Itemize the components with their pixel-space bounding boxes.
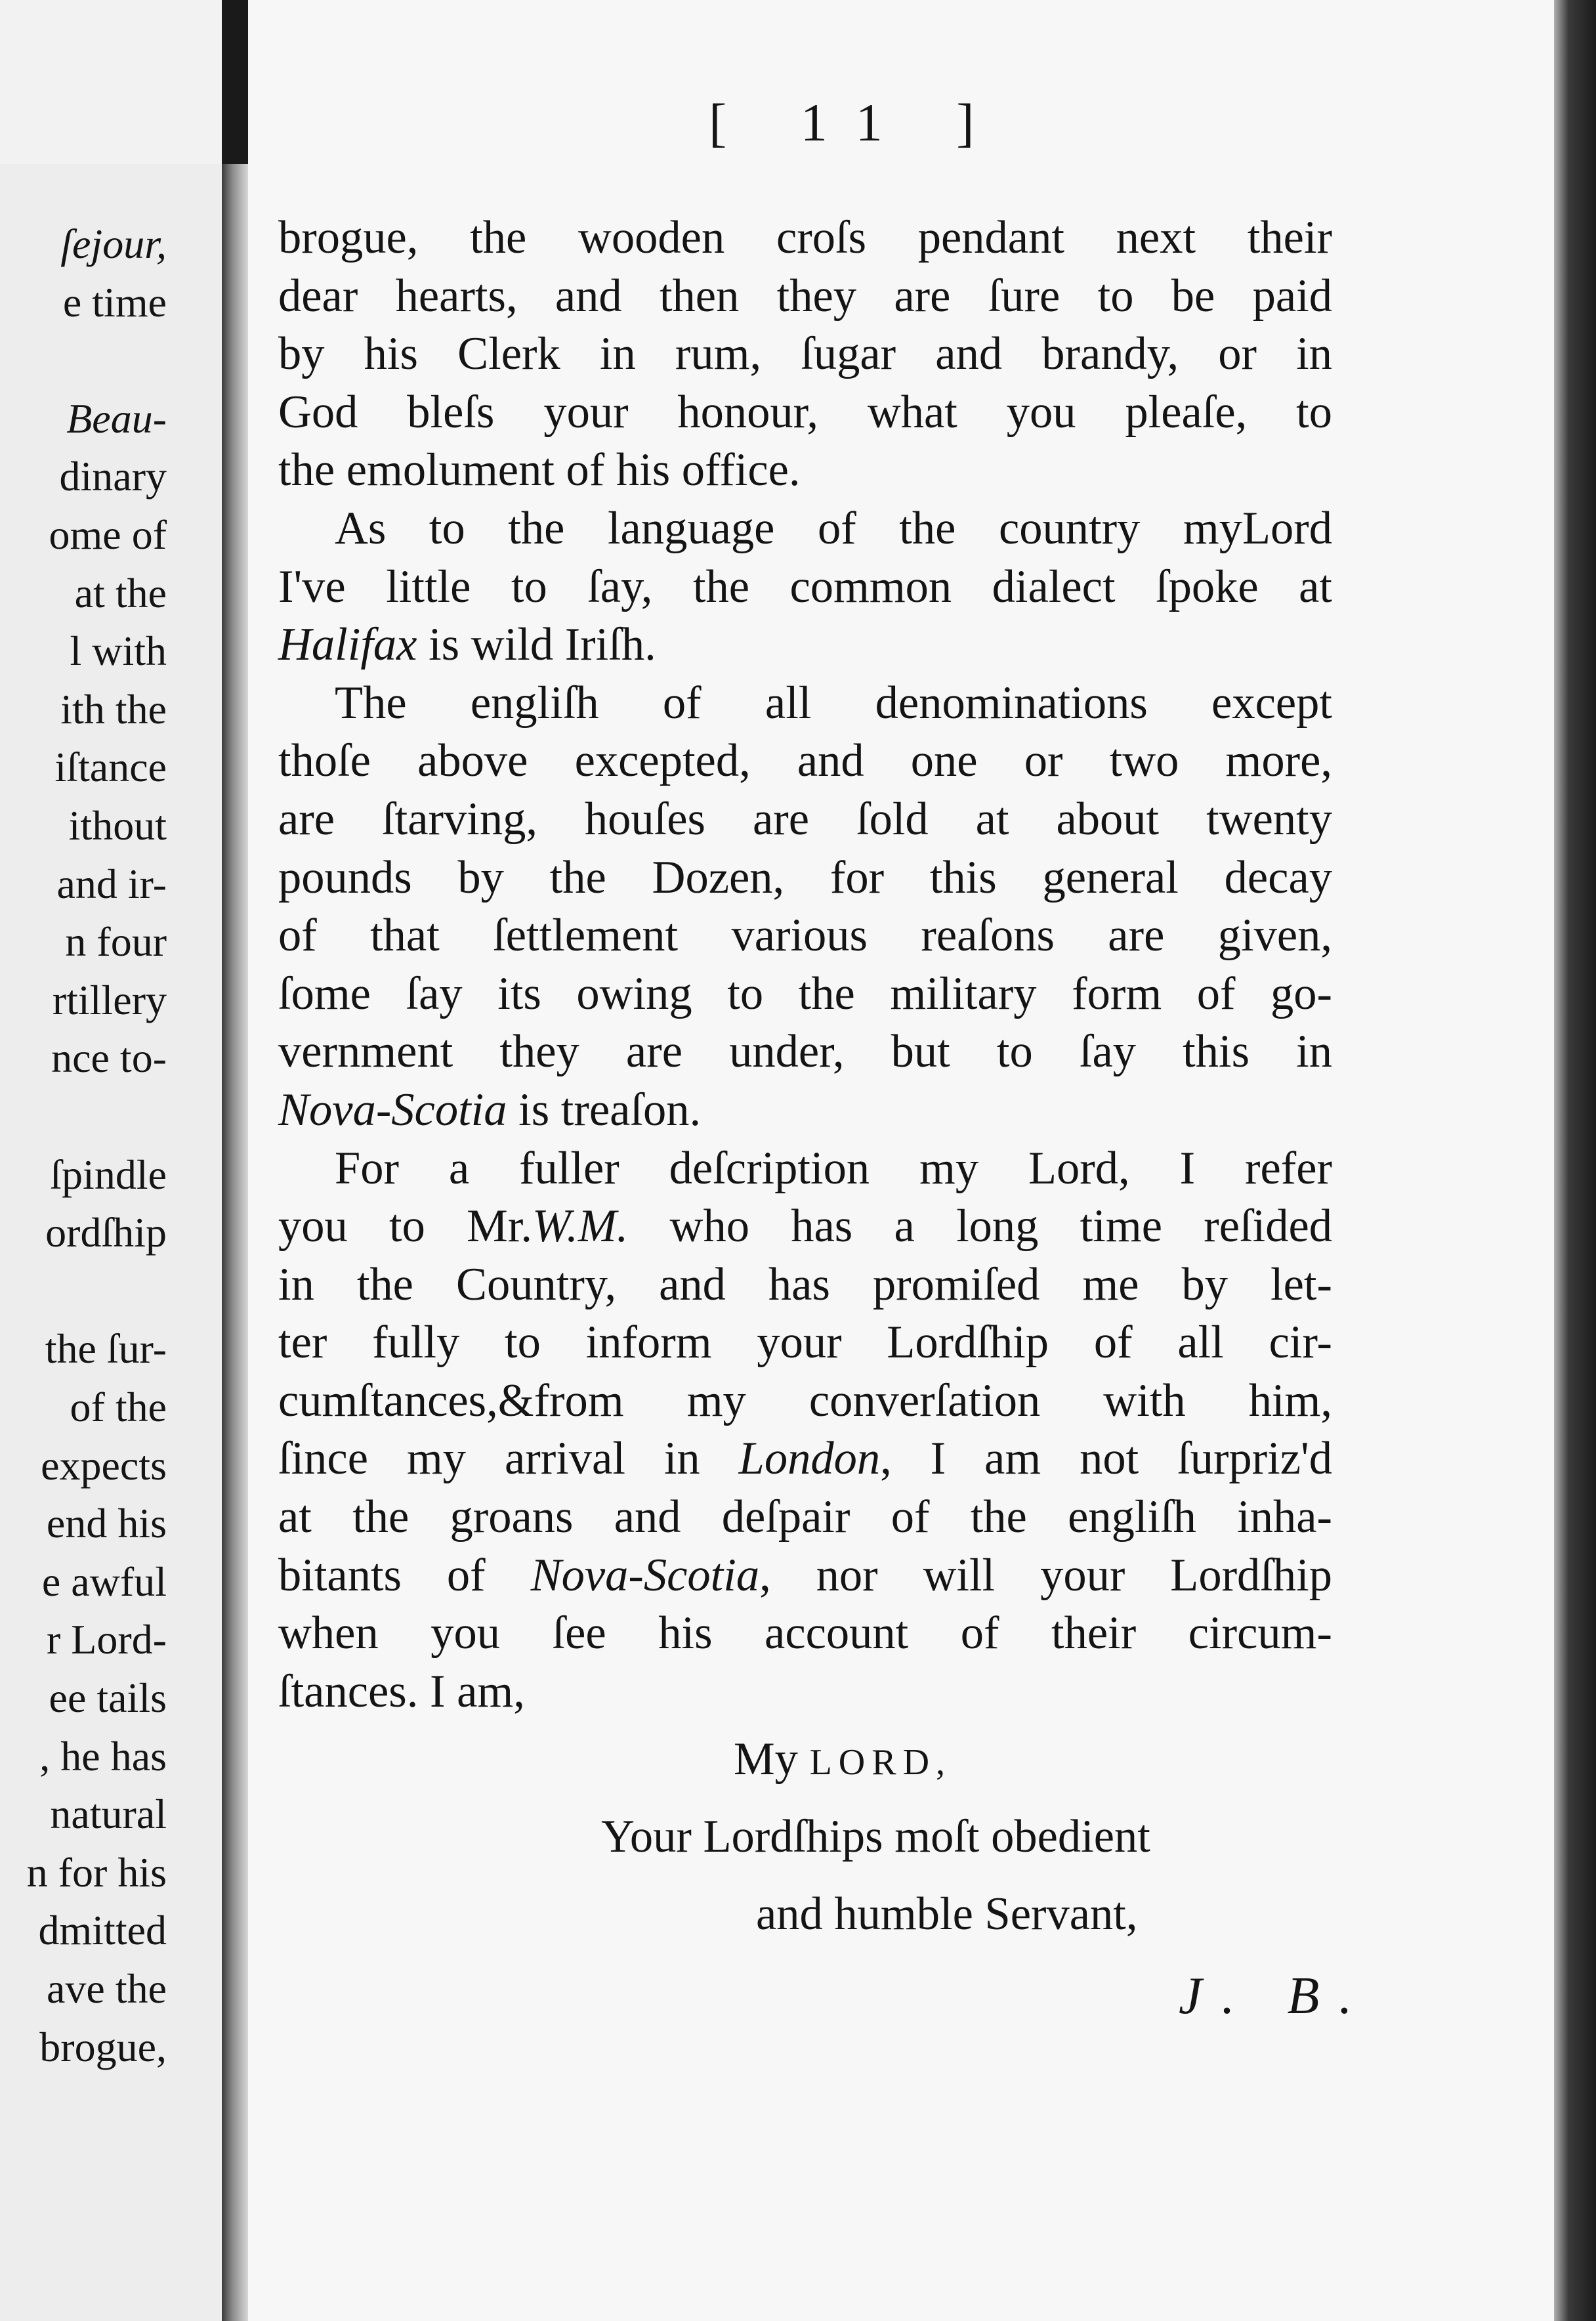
facing-page-top (0, 0, 222, 164)
text-run: The engliſh of all denominations except (335, 677, 1332, 729)
italic-text: London (738, 1433, 881, 1485)
facing-page-line: and ir- (56, 860, 167, 907)
facing-page-line: the ſur- (45, 1325, 167, 1373)
facing-page-line: r Lord- (46, 1616, 167, 1663)
salutation-prefix: My (734, 1734, 810, 1785)
text-line (278, 325, 1332, 383)
servant-line: and humble Servant, (756, 1888, 1138, 1940)
text-line (278, 1313, 1332, 1372)
text-run: when you ſee his account of their circum- (278, 1608, 1332, 1659)
text-line (278, 790, 1332, 849)
text-run: are ſtarving, houſes are ſold at about twenty (278, 793, 1332, 845)
text-line (278, 732, 1332, 790)
page-number: [ 11 ] (709, 93, 1005, 152)
text-run: is treaſon. (507, 1084, 702, 1136)
facing-page-line: dinary (59, 453, 167, 500)
facing-page-line: ome of (49, 511, 167, 558)
text-line (278, 1197, 1332, 1256)
facing-page-line: ſpindle (50, 1151, 167, 1198)
text-run: dear hearts, and then they are ſure to be paid (278, 270, 1332, 322)
text-run: ſtances. I am, (278, 1665, 525, 1717)
italic-text: W.M. (532, 1201, 629, 1252)
italic-text: Nova-Scotia (278, 1084, 507, 1136)
text-run: by his Clerk in rum, ſugar and brandy, or in (278, 328, 1332, 380)
text-line (278, 267, 1332, 326)
complimentary-close: Your Lordſhips moſt obedient (601, 1811, 1150, 1862)
text-run: thoſe above excepted, and one or two more, (278, 735, 1332, 787)
text-run: is wild Iriſh. (417, 619, 656, 671)
facing-page-line: ordſhip (45, 1209, 167, 1256)
facing-page-line: end his (46, 1500, 167, 1547)
text-line (278, 1488, 1332, 1546)
facing-page-line: e time (62, 278, 167, 326)
text-line (278, 1430, 1332, 1488)
text-line (278, 674, 1332, 733)
text-run: , I am not ſurpriz'd (880, 1433, 1332, 1485)
paragraph (278, 500, 1332, 674)
text-run: you to Mr. (278, 1201, 533, 1252)
gutter-shadow (222, 164, 248, 2321)
facing-page-line: rtillery (52, 976, 167, 1023)
text-line (278, 1023, 1332, 1081)
signature: J. B. (1179, 1967, 1372, 2025)
text-run: who has a long time reſided (628, 1201, 1332, 1252)
text-run: , nor will your Lordſhip (759, 1549, 1332, 1601)
text-run: the emolument of his office. (278, 444, 801, 496)
paragraph (278, 209, 1332, 500)
paragraph (278, 1139, 1332, 1721)
text-run: in the Country, and has promiſed me by let- (278, 1258, 1332, 1310)
text-run: vernment they are under, but to ſay this in (278, 1026, 1332, 1078)
page-edge-shadow (1554, 0, 1596, 2321)
letter-body (278, 209, 1332, 1720)
text-line (278, 965, 1332, 1023)
facing-page-line: n for his (26, 1848, 167, 1896)
text-line (278, 209, 1332, 267)
text-run: ſome ſay its owing to the military form of go- (278, 968, 1332, 1019)
text-line (278, 1546, 1332, 1605)
facing-page-line: , he has (39, 1732, 167, 1779)
text-run: As to the language of the country myLord (335, 502, 1332, 554)
facing-page-line: l with (70, 628, 167, 675)
text-line (278, 1081, 1332, 1139)
italic-text: Nova-Scotia (530, 1549, 760, 1601)
facing-page-line: of the (70, 1384, 167, 1430)
salutation (734, 1733, 1596, 1786)
text-line (278, 1372, 1332, 1430)
facing-page-line: expects (41, 1441, 167, 1489)
text-run: ſince my arrival in (278, 1433, 739, 1485)
facing-page-line: nce to- (51, 1034, 167, 1082)
facing-page (0, 164, 222, 2321)
facing-page-line: n four (65, 918, 167, 966)
paragraph (278, 674, 1332, 1139)
facing-page-line: at the (74, 569, 167, 616)
text-line (278, 1604, 1332, 1663)
text-line (278, 383, 1332, 442)
text-line (278, 558, 1332, 616)
facing-page-line: ſejour, (60, 221, 167, 267)
facing-page-line: dmitted (38, 1907, 167, 1954)
text-line (278, 1256, 1332, 1314)
text-line (278, 906, 1332, 965)
facing-page-line: ith the (60, 685, 167, 733)
text-run: For a fuller deſcription my Lord, I refer (335, 1142, 1332, 1194)
text-run: bitants of (278, 1549, 531, 1601)
text-run: pounds by the Dozen, for this general decay (278, 851, 1332, 903)
facing-page-line: ave the (47, 1965, 167, 2012)
text-run: at the groans and deſpair of the engliſh inha- (278, 1491, 1332, 1543)
facing-page-line: iſtance (54, 744, 167, 791)
text-line (278, 500, 1332, 558)
text-line (278, 616, 1332, 674)
text-run: of that ſettlement various reaſons are given, (278, 910, 1332, 962)
text-line (278, 1139, 1332, 1198)
italic-text: Halifax (278, 619, 417, 671)
facing-page-line: natural (50, 1791, 167, 1838)
text-run: brogue, the wooden croſs pendant next their (278, 212, 1332, 263)
facing-page-line: Beau- (66, 394, 167, 442)
text-run: ter fully to inform your Lordſhip of all cir- (278, 1317, 1332, 1369)
text-run: God bleſs your honour, what you pleaſe, to (278, 386, 1332, 438)
salutation-lord: LORD, (809, 1742, 952, 1783)
text-run: I've little to ſay, the common dialect ſpoke at (278, 561, 1332, 612)
text-line (278, 849, 1332, 907)
text-line (278, 441, 1332, 500)
text-line (278, 1663, 1332, 1721)
facing-page-line: e awful (41, 1558, 167, 1605)
text-run: cumſtances,&from my converſation with him, (278, 1374, 1332, 1426)
facing-page-line: ithout (68, 802, 167, 849)
facing-page-line: brogue, (39, 2023, 167, 2070)
facing-page-line: ee tails (49, 1674, 167, 1721)
